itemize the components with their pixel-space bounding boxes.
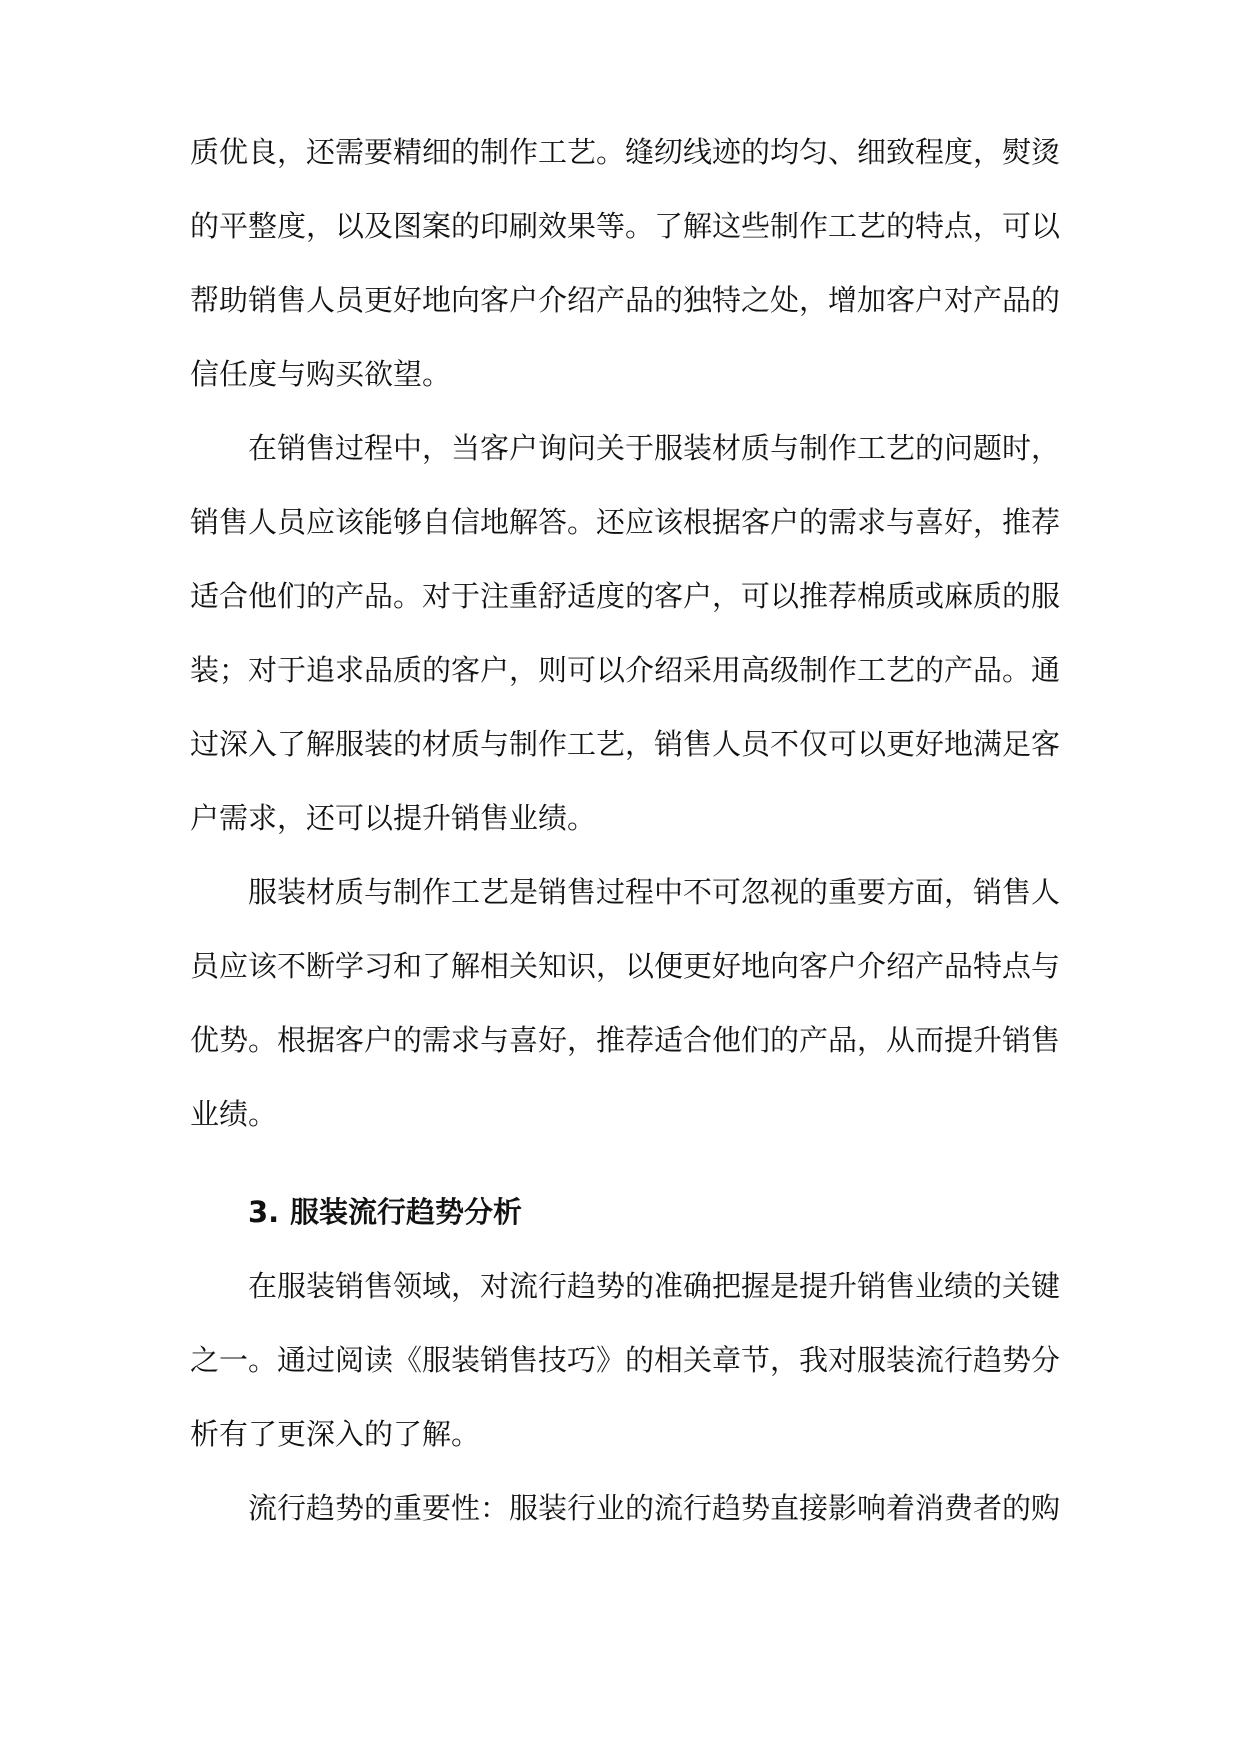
paragraph-2-line-3: 适合他们的产品。对于注重舒适度的客户，可以推荐棉质或麻质的服: [190, 579, 1061, 613]
paragraph-1-line-2: 的平整度，以及图案的印刷效果等。了解这些制作工艺的特点，可以: [190, 209, 1061, 243]
section-title: 服装流行趋势分析: [290, 1195, 523, 1229]
paragraph-2-line-4: 装；对于追求品质的客户，则可以介绍采用高级制作工艺的产品。通: [190, 653, 1061, 687]
section-paragraph-1-line-1: 在服装销售领域，对流行趋势的准确把握是提升销售业绩的关键: [248, 1269, 1061, 1303]
paragraph-1-line-3: 帮助销售人员更好地向客户介绍产品的独特之处，增加客户对产品的: [190, 283, 1061, 317]
paragraph-2-line-5: 过深入了解服装的材质与制作工艺，销售人员不仅可以更好地满足客: [190, 727, 1061, 761]
paragraph-3-line-1: 服装材质与制作工艺是销售过程中不可忽视的重要方面，销售人: [248, 875, 1061, 909]
section-heading: [248, 1192, 522, 1232]
paragraph-3-line-4: 业绩。: [190, 1097, 278, 1131]
section-paragraph-1-line-3: 析有了更深入的了解。: [190, 1417, 481, 1451]
paragraph-1-line-1: 质优良，还需要精细的制作工艺。缝纫线迹的均匀、细致程度，熨烫: [190, 135, 1061, 169]
section-number: 3.: [248, 1195, 280, 1229]
paragraph-3-line-3: 优势。根据客户的需求与喜好，推荐适合他们的产品，从而提升销售: [190, 1023, 1061, 1057]
paragraph-2-line-6: 户需求，还可以提升销售业绩。: [190, 801, 597, 835]
paragraph-2-line-1: 在销售过程中，当客户询问关于服装材质与制作工艺的问题时，: [248, 431, 1061, 465]
paragraph-1-line-4: 信任度与购买欲望。: [190, 357, 452, 391]
section-paragraph-2-line-1: 流行趋势的重要性：服装行业的流行趋势直接影响着消费者的购: [248, 1491, 1061, 1525]
paragraph-2-line-2: 销售人员应该能够自信地解答。还应该根据客户的需求与喜好，推荐: [190, 505, 1061, 539]
paragraph-3-line-2: 员应该不断学习和了解相关知识，以便更好地向客户介绍产品特点与: [190, 949, 1061, 983]
section-paragraph-1-line-2: 之一。通过阅读《服装销售技巧》的相关章节，我对服装流行趋势分: [190, 1343, 1061, 1377]
